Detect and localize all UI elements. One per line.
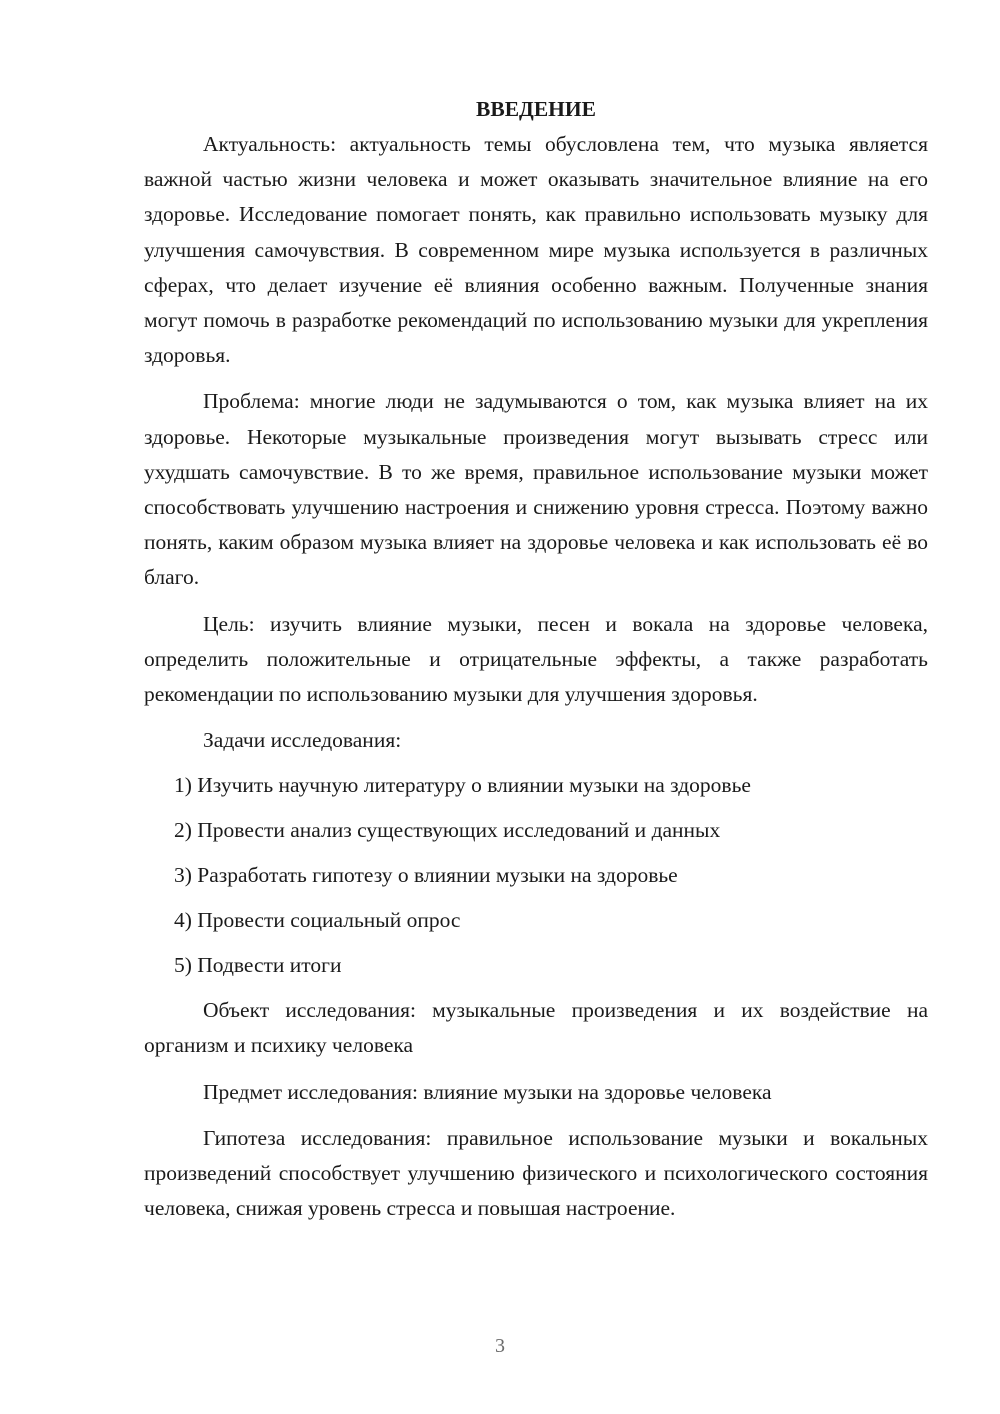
- section-title: ВВЕДЕНИЕ: [476, 97, 596, 121]
- list-item: 5) Подвести итоги: [174, 953, 342, 978]
- problem-paragraph: Проблема: многие люди не задумываются о том, как музыка влияет на их здоровье. Некоторые музыкальные произведения могут вызывать стресс или ухудшать самочувствие. В то же время, правильное использование музыки может способствовать улучшению настроения и снижению уровня стресса. Поэтому важно понять, каким образом музыка влияет на здоровье человека и как использовать её во благо.: [144, 389, 928, 590]
- goal-paragraph: Цель: изучить влияние музыки, песен и вокала на здоровье человека, определить положительные и отрицательные эффекты, а также разработать рекомендации по использованию музыки для улучшения здоровья.: [144, 611, 928, 707]
- list-item: 3) Разработать гипотезу о влиянии музыки на здоровье: [174, 863, 678, 888]
- list-item: 2) Провести анализ существующих исследований и данных: [174, 818, 721, 843]
- list-item: 4) Провести социальный опрос: [174, 908, 461, 933]
- page-number: 3: [495, 1335, 505, 1357]
- hypothesis-paragraph: Гипотеза исследования: правильное использование музыки и вокальных произведений способствует улучшению физического и психологического состояния человека, снижая уровень стресса и повышая настроение.: [144, 1125, 928, 1221]
- document-page: [144, 92, 928, 1237]
- tasks-list: [144, 768, 928, 983]
- list-item: 1) Изучить научную литературу о влиянии музыки на здоровье: [174, 773, 751, 798]
- relevance-paragraph: Актуальность: актуальность темы обусловлена тем, что музыка является важной частью жизни человека и может оказывать значительное влияние на его здоровье. Исследование помогает понять, как правильно использовать музыку для улучшения самочувствия. В современном мире музыка используется в различных сферах, что делает изучение её влияния особенно важным. Полученные знания могут помочь в разработке рекомендаций по использованию музыки для укрепления здоровья.: [144, 132, 928, 368]
- tasks-heading: Задачи исследования:: [203, 728, 402, 753]
- subject-paragraph: Предмет исследования: влияние музыки на здоровье человека: [203, 1079, 772, 1104]
- object-paragraph: Объект исследования: музыкальные произведения и их воздействие на организм и психику человека: [144, 998, 928, 1058]
